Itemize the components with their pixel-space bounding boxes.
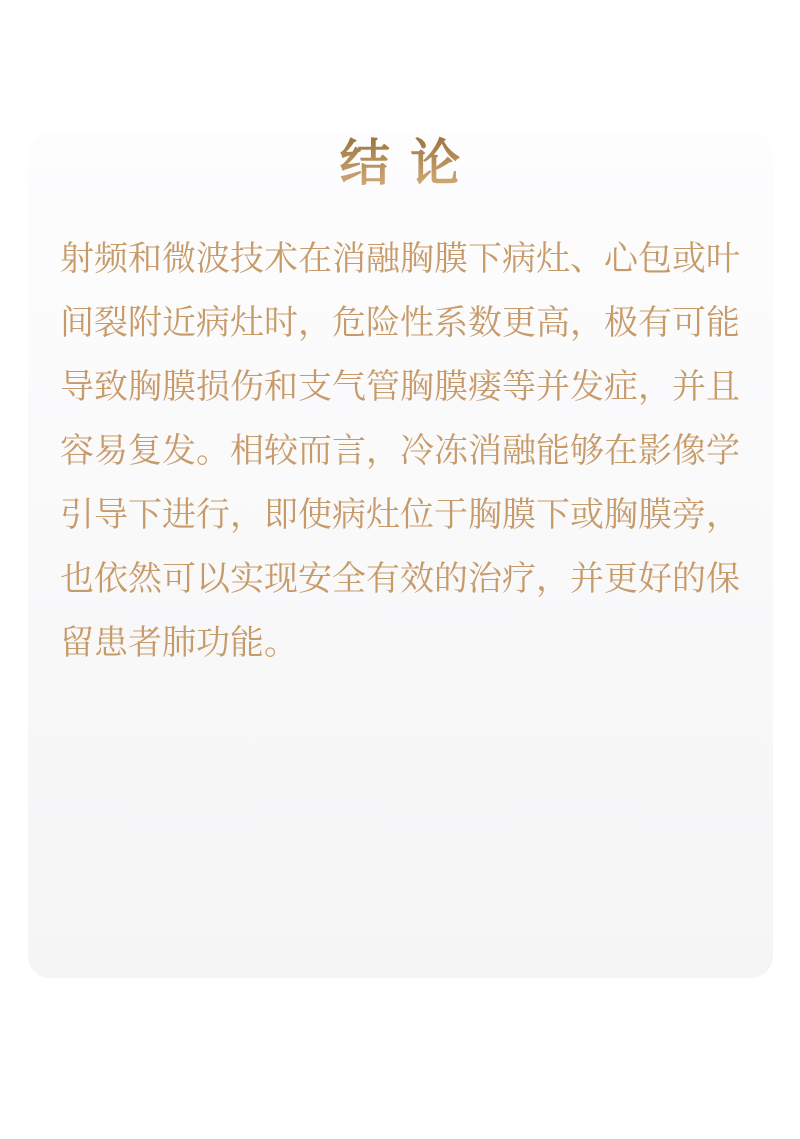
conclusion-paragraph: 射频和微波技术在消融胸膜下病灶、心包或叶间裂附近病灶时，危险性系数更高，极有可能导致胸膜损伤和支气管胸膜瘘等并发症，并且容易复发。相较而言，冷冻消融能够在影像学引导下进行，即使病灶位于胸膜下或胸膜旁，也依然可以实现安全有效的治疗，并更好的保留患者肺功能。: [60, 240, 740, 662]
conclusion-card: [28, 133, 773, 978]
card-title: 结 论: [60, 133, 740, 193]
